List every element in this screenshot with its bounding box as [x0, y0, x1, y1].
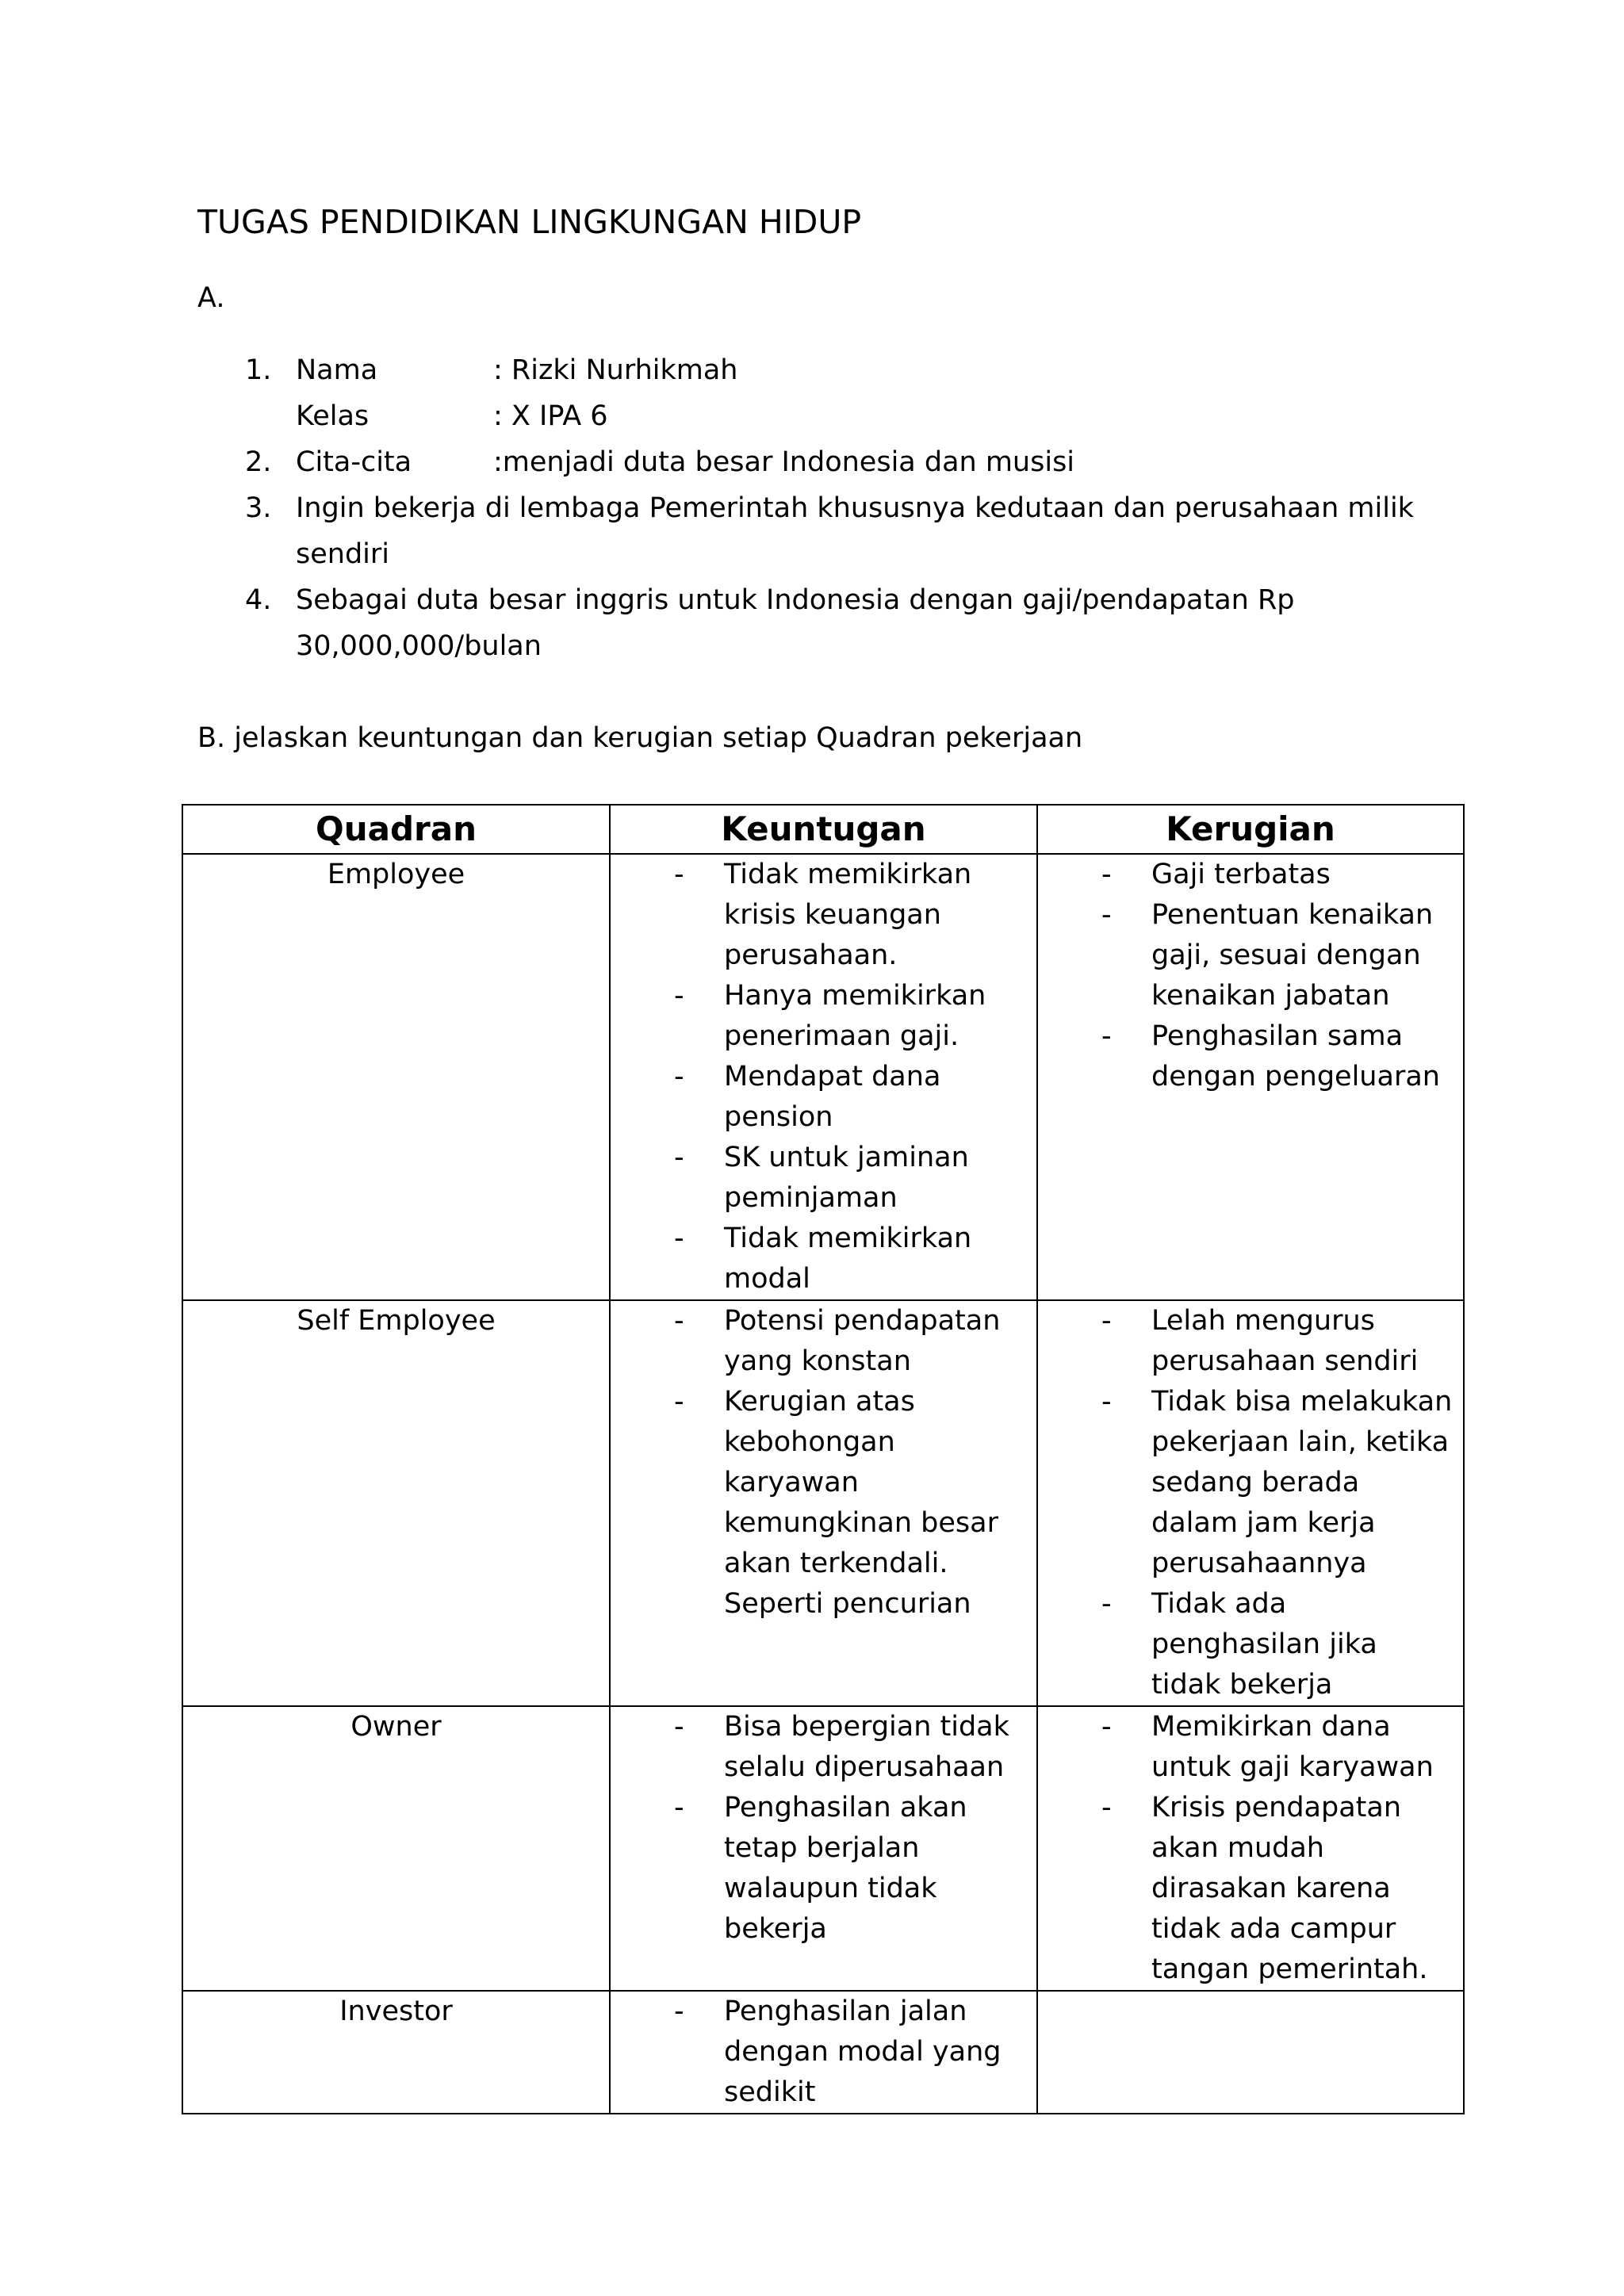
section-b-heading: B. jelaskan keuntungan dan kerugian setiap Quadran pekerjaan — [197, 722, 1083, 754]
list-item-text: Krisis pendapatan akan mudah dirasakan karena tidak ada campur tangan pemerintah. — [1151, 1792, 1428, 1985]
section-a-label: A. — [197, 282, 225, 314]
list-item — [1038, 1016, 1463, 1097]
table-row — [182, 1991, 1464, 2114]
kerugian-cell — [1037, 1300, 1464, 1706]
list-item — [611, 1219, 1036, 1299]
bullet-dash: - — [1101, 1020, 1112, 1052]
table-row — [182, 1706, 1464, 1991]
list-item-text: Penghasilan sama dengan pengeluaran — [1151, 1020, 1440, 1093]
list-item-cita-cita — [197, 439, 1434, 485]
bullet-dash: - — [1101, 1588, 1112, 1620]
kerugian-cell — [1037, 854, 1464, 1300]
bullet-dash: - — [674, 1792, 684, 1823]
list-item — [1038, 1584, 1463, 1705]
kerugian-list — [1038, 855, 1463, 1097]
list-number: 3. — [245, 492, 272, 524]
bullet-dash: - — [674, 980, 684, 1012]
list-item-bekerja — [197, 485, 1434, 531]
list-item-text: Gaji terbatas — [1151, 859, 1331, 890]
identity-list — [197, 347, 1434, 669]
list-item-text: Hanya memikirkan penerimaan gaji. — [724, 980, 986, 1052]
list-number: 2. — [245, 446, 272, 478]
table-header-row — [182, 805, 1464, 854]
bullet-dash: - — [674, 1305, 684, 1337]
list-item-text: Tidak bisa melakukan pekerjaan lain, ketika sedang berada dalam jam kerja perusahaannya — [1151, 1386, 1453, 1579]
keuntungan-cell — [610, 1991, 1037, 2114]
bullet-dash: - — [674, 1711, 684, 1743]
list-item-text: 30,000,000/bulan — [296, 630, 542, 662]
list-item-text: Tidak memikirkan krisis keuangan perusahaan. — [724, 859, 972, 971]
table-row — [182, 1300, 1464, 1706]
list-item-duta-besar — [197, 577, 1434, 623]
list-item-text: Memikirkan dana untuk gaji karyawan — [1151, 1711, 1434, 1783]
keuntungan-cell — [610, 1706, 1037, 1991]
kerugian-cell — [1037, 1706, 1464, 1991]
column-header-keuntungan: Keuntugan — [610, 805, 1037, 854]
list-item-text: SK untuk jaminan peminjaman — [724, 1142, 969, 1214]
list-item-text: Penentuan kenaikan gaji, sesuai dengan kenaikan jabatan — [1151, 899, 1434, 1012]
list-item-kelas — [197, 393, 1434, 439]
kerugian-list — [1038, 1707, 1463, 1990]
bullet-dash: - — [1101, 899, 1112, 931]
list-item — [611, 1992, 1036, 2113]
list-item — [611, 1301, 1036, 1382]
list-item — [611, 1382, 1036, 1624]
list-item — [611, 1138, 1036, 1219]
bullet-dash: - — [674, 1386, 684, 1418]
field-value-nama: : Rizki Nurhikmah — [493, 354, 738, 386]
keuntungan-cell — [610, 1300, 1037, 1706]
list-item-duta-besar-cont — [197, 623, 1434, 669]
keuntungan-cell — [610, 854, 1037, 1300]
list-item — [611, 1707, 1036, 1788]
list-item-nama — [197, 347, 1434, 393]
list-item-text: Ingin bekerja di lembaga Pemerintah khususnya kedutaan dan perusahaan milik — [296, 492, 1414, 524]
list-item — [1038, 1707, 1463, 1788]
bullet-dash: - — [674, 859, 684, 890]
kerugian-cell — [1037, 1991, 1464, 2114]
field-value-cita-cita: :menjadi duta besar Indonesia dan musisi — [493, 446, 1075, 478]
list-item — [1038, 895, 1463, 1016]
quadrant-table — [182, 804, 1465, 2114]
keuntungan-list — [611, 1301, 1036, 1624]
quadran-cell: Owner — [182, 1706, 610, 1991]
bullet-dash: - — [1101, 859, 1112, 890]
quadran-cell: Employee — [182, 854, 610, 1300]
list-item-text: Bisa bepergian tidak selalu diperusahaan — [724, 1711, 1009, 1783]
keuntungan-list — [611, 855, 1036, 1299]
table-row — [182, 854, 1464, 1300]
list-item-text: Kerugian atas kebohongan karyawan kemungkinan besar akan terkendali. Seperti pencurian — [724, 1386, 998, 1620]
list-item-text: sendiri — [296, 538, 390, 570]
bullet-dash: - — [674, 1061, 684, 1093]
list-item-text: Lelah mengurus perusahaan sendiri — [1151, 1305, 1419, 1377]
document-title: TUGAS PENDIDIKAN LINGKUNGAN HIDUP — [197, 203, 862, 241]
list-item — [611, 976, 1036, 1057]
bullet-dash: - — [674, 1223, 684, 1254]
list-item-text: Potensi pendapatan yang konstan — [724, 1305, 1001, 1377]
list-item — [611, 1788, 1036, 1950]
list-number: 4. — [245, 584, 272, 616]
field-label-cita-cita: Cita-cita — [296, 446, 412, 478]
list-item — [611, 1057, 1036, 1138]
list-item — [1038, 1382, 1463, 1584]
list-item-text: Penghasilan jalan dengan modal yang sedikit — [724, 1996, 1002, 2108]
list-item — [1038, 1301, 1463, 1382]
quadran-cell: Self Employee — [182, 1300, 610, 1706]
column-header-quadran: Quadran — [182, 805, 610, 854]
bullet-dash: - — [674, 1996, 684, 2027]
list-number: 1. — [245, 354, 272, 386]
list-item-text: Penghasilan akan tetap berjalan walaupun tidak bekerja — [724, 1792, 967, 1945]
list-item-bekerja-cont — [197, 531, 1434, 577]
list-item-text: Sebagai duta besar inggris untuk Indonesia dengan gaji/pendapatan Rp — [296, 584, 1295, 616]
field-label-nama: Nama — [296, 354, 378, 386]
field-label-kelas: Kelas — [296, 400, 370, 432]
list-item — [1038, 1788, 1463, 1990]
bullet-dash: - — [1101, 1305, 1112, 1337]
bullet-dash: - — [1101, 1711, 1112, 1743]
list-item-text: Mendapat dana pension — [724, 1061, 941, 1133]
column-header-kerugian: Kerugian — [1037, 805, 1464, 854]
bullet-dash: - — [1101, 1386, 1112, 1418]
bullet-dash: - — [1101, 1792, 1112, 1823]
list-item-text: Tidak ada penghasilan jika tidak bekerja — [1151, 1588, 1377, 1701]
kerugian-list — [1038, 1301, 1463, 1705]
keuntungan-list — [611, 1992, 1036, 2113]
bullet-dash: - — [674, 1142, 684, 1173]
list-item-text: Tidak memikirkan modal — [724, 1223, 972, 1295]
list-item — [1038, 855, 1463, 895]
quadran-cell: Investor — [182, 1991, 610, 2114]
field-value-kelas: : X IPA 6 — [493, 400, 608, 432]
list-item — [611, 855, 1036, 976]
keuntungan-list — [611, 1707, 1036, 1950]
